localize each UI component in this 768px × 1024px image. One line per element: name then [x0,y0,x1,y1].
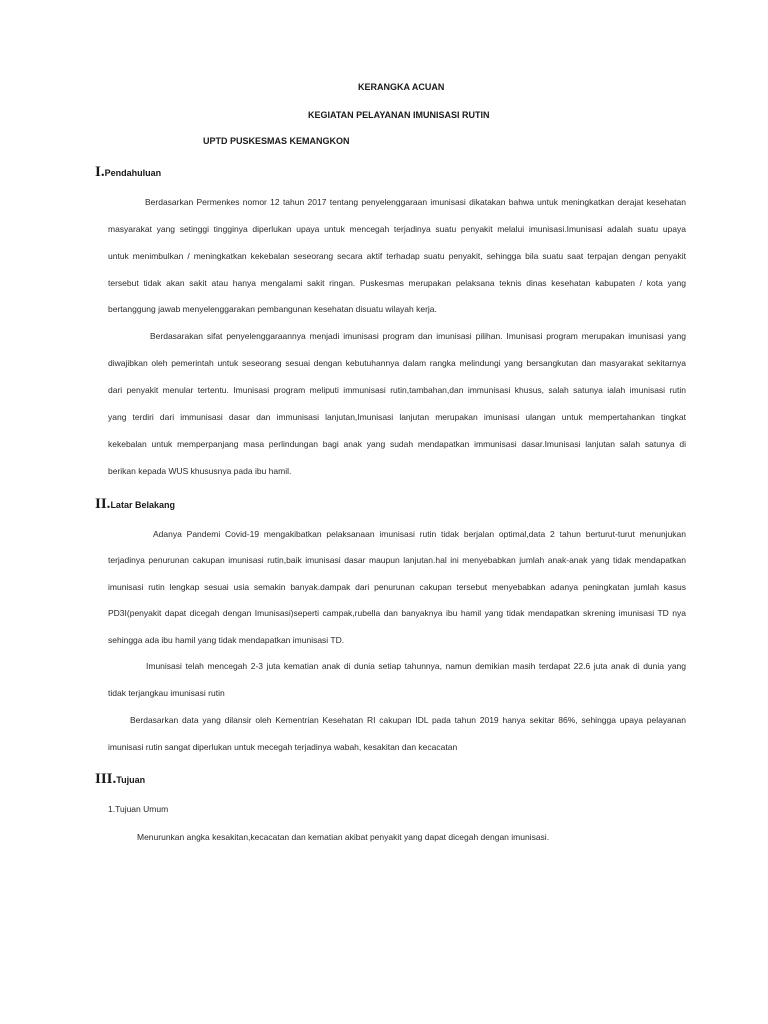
paragraph-line: Imunisasi telah mencegah 2-3 juta kematian anak di dunia setiap tahunnya, namun demikian masih terdapat 22.6 juta anak di dunia yang [146,661,686,671]
paragraph-line: yang terdiri dari immunisasi dasar dan immunisasi lanjutan,Imunisasi lanjutan merupakan imunisasi ulangan untuk mempertahankan tingkat [108,412,686,422]
paragraph-line: diwajibkan oleh pemerintah untuk seseorang sesuai dengan kebutuhannya dalam rangka melindungi yang bersangkutan dan masyarakat sekitarnya [108,358,686,368]
paragraph-line: Adanya Pandemi Covid-19 mengakibatkan pelaksanaan imunisasi rutin tidak berjalan optimal,data 2 tahun berturut-turut menunjukan [153,529,686,539]
paragraph-line: untuk menimbulkan / meningkatkan kekebalan seseorang secara aktif terhadap suatu penyakit, sehingga bila suatu saat terpajan dengan penyakit [108,251,686,261]
section-label: Latar Belakang [110,500,175,510]
paragraph-line: Berdasarkan data yang dilansir oleh Kementrian Kesehatan RI cakupan IDL pada tahun 2019 hanya sekitar 86%, sehingga upaya pelayanan [130,715,686,725]
paragraph-line: tidak terjangkau imunisasi rutin [108,688,225,698]
section-heading-tujuan [95,770,145,788]
paragraph-line: berikan kepada WUS khususnya pada ibu hamil. [108,466,292,476]
paragraph-line: Berdasarkan Permenkes nomor 12 tahun 2017 tentang penyelenggaraan imunisasi dikatakan bahwa untuk meningkatkan derajat kesehatan [145,197,686,207]
section-label: Tujuan [116,775,146,785]
paragraph-line: PD3I(penyakit dapat dicegah dengan Imunisasi)seperti campak,rubella dan banyaknya ibu hamil yang tidak mendapatkan skrening imunisasi TD nya [108,608,686,618]
subsection-heading: 1.Tujuan Umum [108,804,169,814]
section-label: Pendahuluan [104,168,162,178]
paragraph-line: Berdasarakan sifat penyelenggaraannya menjadi imunisasi program dan imunisasi pilihan. Imunisasi program merupakan imunisasi yang [150,331,686,341]
section-heading-pendahuluan [95,163,161,181]
section-numeral: III. [95,771,117,787]
section-numeral: II. [95,496,111,512]
paragraph-line: Menurunkan angka kesakitan,kecacatan dan kematian akibat penyakit yang dapat dicegah dengan imunisasi. [137,832,550,842]
paragraph-line: dari penyakit menular tertentu. Imunisasi program meliputi immunisasi rutin,tambahan,dan immunisasi khusus, salah satunya ialah imunisasi rutin [108,385,686,395]
document-subtitle: KEGIATAN PELAYANAN IMUNISASI RUTIN [308,110,490,120]
paragraph-line: imunisasi rutin sangat diperlukan untuk mecegah terjadinya wabah, kesakitan dan kecacatan [108,742,458,752]
paragraph-line: terjadinya penurunan cakupan imunisasi rutin,baik imunisasi dasar maupun lanjutan.hal ini menyebabkan jumlah anak-anak yang tidak mendapatkan [108,555,686,565]
paragraph-line: masyarakat yang setinggi tingginya diperlukan upaya untuk mencegah terjadinya suatu penyakit melalui imunisasi.Imunisasi adalah suatu upaya [108,224,686,234]
organization-name: UPTD PUSKESMAS KEMANGKON [203,136,350,146]
section-heading-latar-belakang [95,495,175,513]
paragraph-line: kekebalan untuk memperpanjang masa perlindungan bagi anak yang sudah mendapatkan immunisasi dasar.Imunisasi lanjutan salah satunya di [108,439,686,449]
paragraph-line: bertanggung jawab menyelenggarakan pembangunan kesehatan disuatu wilayah kerja. [108,304,437,314]
paragraph-line: sehingga ada ibu hamil yang tidak mendapatkan imunisasi TD. [108,635,345,645]
paragraph-line: imunisasi rutin lengkap sesuai usia semakin banyak.dampak dari penurunan cakupan tersebut menyebabkan adanya peningkatan jumlah kasus [108,582,686,592]
document-title: KERANGKA ACUAN [358,82,445,92]
section-numeral: I. [95,164,105,180]
paragraph-line: tersebut tidak akan sakit atau hanya mengalami sakit ringan. Puskesmas merupakan pelaksana teknis dinas kesehatan kabupaten / kota yang [108,278,686,288]
